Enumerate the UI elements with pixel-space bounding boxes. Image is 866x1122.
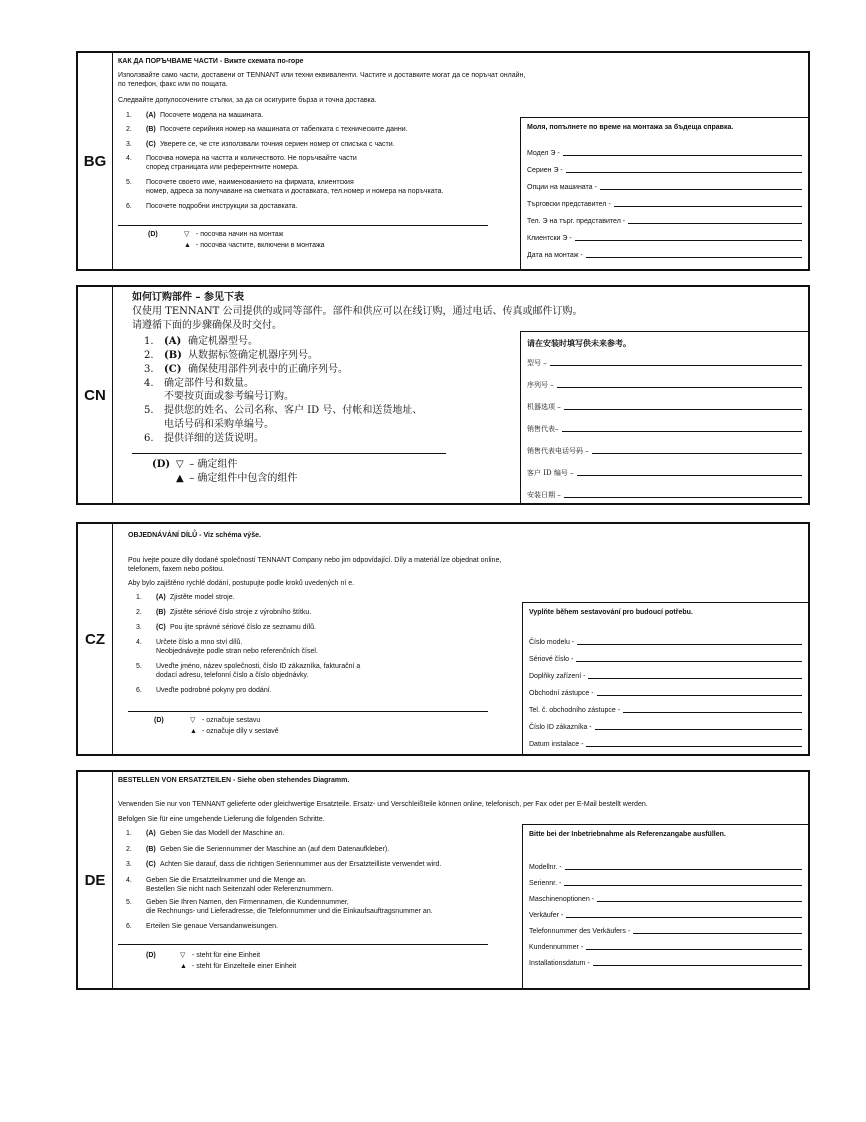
step-number: 1.: [126, 830, 132, 837]
step-tag: (A): [164, 336, 182, 347]
step-text: Уверете се, че сте използвали точния сериен номер от списъка с части.: [160, 141, 395, 148]
field-line[interactable]: [597, 695, 802, 696]
field-label: Kundennummer -: [529, 944, 584, 951]
field-line[interactable]: [564, 497, 802, 498]
reference-field: [527, 247, 802, 259]
reference-field: [527, 213, 802, 225]
reference-title: Vyplňte během sestavování pro budoucí potřebu.: [529, 609, 693, 616]
step-number: 5.: [136, 663, 142, 670]
field-label: 销售代表–: [527, 425, 559, 433]
filled-triangle-icon: ▲: [180, 963, 187, 970]
field-line[interactable]: [566, 917, 802, 918]
step-text: Посочете подробни инструкции за доставката.: [146, 203, 298, 210]
step-number: 4.: [126, 155, 132, 162]
legend-d: (D): [148, 231, 158, 238]
step-text: 电话号码和采购单编号。: [164, 419, 274, 430]
step-text: Achten Sie darauf, dass die richtigen Seriennummer aus der Ersatzteilliste verwendet wird.: [160, 861, 442, 868]
reference-field: [527, 443, 802, 455]
field-label: Опции на машината -: [527, 184, 597, 191]
field-label: 销售代表电话号码 –: [527, 447, 589, 455]
reference-panel: [520, 117, 808, 269]
legend-item: ▽ - посочва начин на монтаж: [184, 231, 284, 238]
field-label: Сериен Э -: [527, 167, 563, 174]
step-number: 6.: [126, 923, 132, 930]
step-tag: (A): [146, 830, 156, 837]
field-label: 安装日期 –: [527, 491, 561, 499]
section-cn: [76, 285, 810, 505]
field-line[interactable]: [575, 240, 802, 241]
field-label: Клиентски Э -: [527, 235, 572, 242]
reference-field: [527, 196, 802, 208]
legend-item: ▲ - označuje díly v sestavě: [190, 728, 279, 735]
step-text: 确保使用部件列表中的正确序列号。: [188, 364, 348, 375]
field-label: Seriennr. -: [529, 880, 562, 887]
field-line[interactable]: [600, 189, 802, 190]
step-number: 2.: [126, 846, 132, 853]
legend-item: ▽ - označuje sestavu: [190, 717, 261, 724]
legend-item: ▲ - steht für Einzelteile einer Einheit: [180, 963, 297, 970]
step-text: die Rechnungs- und Lieferadresse, die Telefonnummer und die Einkaufsauftragsnummer an.: [146, 908, 433, 915]
field-line[interactable]: [593, 965, 802, 966]
legend-item: ▽ – 确定组件: [176, 459, 238, 470]
reference-title: Моля, попълнете по време на монтажа за бъдеща справка.: [527, 124, 734, 131]
intro-line: по телефон, факс или по пощата.: [118, 81, 228, 88]
section-title: 如何订购部件 – 参见下表: [132, 292, 244, 303]
section-title: BESTELLEN VON ERSATZTEILEN - Siehe oben stehendes Diagramm.: [118, 777, 350, 784]
section-de: [76, 770, 810, 990]
reference-field: [529, 702, 802, 714]
language-code: BG: [78, 53, 113, 269]
field-line[interactable]: [577, 644, 802, 645]
filled-triangle-icon: ▲: [190, 728, 197, 735]
section-title: OBJEDNÁVÁNÍ DÍLŮ - Viz schéma výše.: [128, 532, 261, 539]
step-tag: (C): [156, 624, 166, 631]
step-tag: (A): [156, 594, 166, 601]
field-label: Obchodní zástupce -: [529, 690, 594, 697]
field-label: Tel. č. obchodního zástupce -: [529, 707, 621, 714]
field-line[interactable]: [576, 661, 802, 662]
reference-field: [527, 465, 802, 477]
step-number: 3.: [126, 861, 132, 868]
field-line[interactable]: [550, 365, 802, 366]
intro-line: Следвайте допулосочените стъпки, за да си осигурите бърза и точна доставка.: [118, 97, 377, 104]
step-text: Uveďte jméno, název společnosti, číslo ID zákazníka, fakturační a: [156, 663, 361, 670]
field-line[interactable]: [586, 949, 802, 950]
step-number: 6.: [136, 687, 142, 694]
step-number: 2.: [136, 609, 142, 616]
intro-line: 请遵循下面的步骤确保及时交付。: [132, 320, 282, 331]
open-triangle-icon: ▽: [176, 459, 184, 470]
reference-field: [529, 668, 802, 680]
step-number: 3.: [126, 141, 132, 148]
field-label: Търговски представител -: [527, 201, 611, 208]
step-tag: (C): [164, 364, 182, 375]
step-number: 3.: [136, 624, 142, 631]
intro-line: Pou ívejte pouze díly dodané společností TENNANT Company nebo jim odpovídající. Díly a materiál lze objednat online,: [128, 557, 502, 564]
step-tag: (B): [156, 609, 166, 616]
section-cz: [76, 522, 810, 756]
step-number: 1.: [126, 112, 132, 119]
reference-field: [529, 651, 802, 663]
open-triangle-icon: ▽: [180, 952, 186, 959]
field-line[interactable]: [595, 729, 802, 730]
field-label: 型号 –: [527, 359, 547, 367]
step-number: 5.: [126, 899, 132, 906]
intro-line: Използвайте само части, доставени от TENNANT или техни еквиваленти. Частите и доставките могат да се поръчат онлайн,: [118, 72, 526, 79]
field-line[interactable]: [633, 933, 802, 934]
step-number: 2.: [144, 350, 154, 361]
divider: [118, 944, 488, 945]
section-bg: [76, 51, 810, 271]
field-line[interactable]: [566, 172, 802, 173]
divider: [118, 225, 488, 226]
field-label: Doplňky zařízení -: [529, 673, 586, 680]
reference-field: [527, 162, 802, 174]
language-code: CZ: [78, 524, 113, 754]
step-number: 4.: [136, 639, 142, 646]
step-number: 1.: [136, 594, 142, 601]
step-text: Uveďte podrobné pokyny pro dodání.: [156, 687, 272, 694]
step-number: 6.: [126, 203, 132, 210]
reference-field: [529, 859, 802, 871]
reference-field: [529, 955, 802, 967]
step-text: според страницата или референтните номера.: [146, 164, 299, 171]
field-label: 序列号 –: [527, 381, 554, 389]
field-label: 机器选项 –: [527, 403, 561, 411]
step-text: Посочете модела на машината.: [160, 112, 264, 119]
step-text: 不要按页面或参考编号订购。: [164, 391, 294, 402]
field-line[interactable]: [586, 746, 802, 747]
reference-field: [527, 421, 802, 433]
reference-title: Bitte bei der Inbetriebnahme als Referenzangabe ausfüllen.: [529, 831, 726, 838]
field-line[interactable]: [623, 712, 802, 713]
step-text: номер, адреса за получаване на сметката и доставката, тел.номер и номера на поръчката.: [146, 188, 444, 195]
field-label: Číslo ID zákazníka -: [529, 724, 592, 731]
step-text: Neobjednávejte podle stran nebo referenčních čísel.: [156, 648, 318, 655]
step-text: dodací adresu, telefonní číslo a číslo objednávky.: [156, 672, 309, 679]
language-code: DE: [78, 772, 113, 988]
intro-line: telefonem, faxem nebo poštou.: [128, 566, 225, 573]
step-text: Geben Sie das Modell der Maschine an.: [160, 830, 285, 837]
field-label: Číslo modelu -: [529, 639, 575, 646]
reference-panel: [522, 824, 808, 988]
field-line[interactable]: [592, 453, 802, 454]
step-text: Zjistěte sériové číslo stroje z výrobního štítku.: [170, 609, 312, 616]
field-label: 客户 ID 编号 –: [527, 469, 574, 477]
legend-d: (D): [152, 459, 171, 470]
reference-field: [527, 145, 802, 157]
field-label: Maschinenoptionen -: [529, 896, 594, 903]
step-tag: (B): [164, 350, 182, 361]
field-line[interactable]: [586, 257, 802, 258]
reference-field: [527, 399, 802, 411]
field-label: Modellnr. -: [529, 864, 562, 871]
field-line[interactable]: [597, 901, 802, 902]
field-line[interactable]: [564, 885, 802, 886]
step-text: Zjistěte model stroje.: [170, 594, 235, 601]
step-number: 6.: [144, 433, 154, 444]
reference-panel: [520, 331, 808, 503]
field-line[interactable]: [577, 475, 802, 476]
legend-item: ▲ - посочва частите, включени в монтажа: [184, 242, 325, 249]
step-text: Bestellen Sie nicht nach Seitenzahl oder Referenznummern.: [146, 886, 334, 893]
step-text: Erteilen Sie genaue Versandanweisungen.: [146, 923, 278, 930]
reference-field: [527, 377, 802, 389]
reference-field: [527, 355, 802, 367]
intro-line: Aby bylo zajištěno rychlé dodání, postupujte podle kroků uvedených ní e.: [128, 580, 355, 587]
field-label: Verkäufer -: [529, 912, 564, 919]
language-code: CN: [78, 287, 113, 503]
step-text: Посочете своето име, наименованието на фирмата, клиентския: [146, 179, 354, 186]
step-text: Určete číslo a mno ství dílů.: [156, 639, 243, 646]
intro-line: 仅使用 TENNANT 公司提供的或同等部件。部件和供应可以在线订购，通过电话、传真或邮件订购。: [132, 306, 583, 317]
field-line[interactable]: [628, 223, 802, 224]
reference-field: [529, 719, 802, 731]
legend-item: ▽ - steht für eine Einheit: [180, 952, 261, 959]
field-label: Модел Э -: [527, 150, 560, 157]
step-tag: (B): [146, 126, 156, 133]
step-number: 1.: [144, 336, 154, 347]
divider: [128, 711, 488, 712]
step-number: 4.: [126, 877, 132, 884]
step-tag: (C): [146, 141, 156, 148]
reference-field: [527, 179, 802, 191]
reference-field: [529, 891, 802, 903]
field-label: Datum instalace -: [529, 741, 584, 748]
legend-item: ▲ – 确定组件中包含的组件: [176, 473, 298, 484]
field-line[interactable]: [565, 869, 802, 870]
step-text: Geben Sie die Seriennummer der Maschine an (auf dem Datenaufkleber).: [160, 846, 390, 853]
step-text: 确定部件号和数量。: [164, 378, 254, 389]
field-line[interactable]: [563, 155, 802, 156]
step-text: Geben Sie die Ersatzteilnummer und die Menge an.: [146, 877, 307, 884]
divider: [132, 453, 446, 454]
step-text: 确定机器型号。: [188, 336, 258, 347]
step-tag: (B): [146, 846, 156, 853]
filled-triangle-icon: ▲: [176, 473, 184, 484]
reference-panel: [522, 602, 808, 754]
step-text: 提供您的姓名、公司名称、客户 ID 号、付帐和送货地址、: [164, 405, 423, 416]
step-tag: (C): [146, 861, 156, 868]
field-label: Telefonnummer des Verkäufers -: [529, 928, 631, 935]
intro-line: Verwenden Sie nur von TENNANT gelieferte oder gleichwertige Ersatzteile. Ersatz- und Verschleißteile können online, telefonisch, per Fax oder per E-Mail bestellt werden.: [118, 801, 648, 808]
intro-line: Befolgen Sie für eine umgehende Lieferung die folgenden Schritte.: [118, 816, 325, 823]
step-number: 4.: [144, 378, 154, 389]
open-triangle-icon: ▽: [184, 231, 190, 238]
step-number: 2.: [126, 126, 132, 133]
field-line[interactable]: [588, 678, 802, 679]
reference-field: [529, 923, 802, 935]
step-text: Pou ijte správné sériové číslo ze seznamu dílů.: [170, 624, 316, 631]
step-text: Посочва номера на частта и количеството. Не поръчвайте части: [146, 155, 357, 162]
field-line[interactable]: [557, 387, 802, 388]
field-label: Sériové číslo -: [529, 656, 574, 663]
step-text: Geben Sie Ihren Namen, den Firmennamen, die Kundennummer,: [146, 899, 349, 906]
filled-triangle-icon: ▲: [184, 242, 191, 249]
field-line[interactable]: [614, 206, 802, 207]
legend-d: (D): [146, 952, 156, 959]
reference-field: [529, 634, 802, 646]
field-label: Тел. Э на търг. представител -: [527, 218, 626, 225]
field-label: Installationsdatum -: [529, 960, 590, 967]
step-text: 提供详细的送货说明。: [164, 433, 264, 444]
step-number: 5.: [144, 405, 154, 416]
step-number: 3.: [144, 364, 154, 375]
section-title: КАК ДА ПОРЪЧВАМЕ ЧАСТИ - Вижте схемата по-горе: [118, 58, 304, 65]
open-triangle-icon: ▽: [190, 717, 196, 724]
field-label: Дата на монтаж -: [527, 252, 583, 259]
reference-field: [529, 875, 802, 887]
reference-field: [529, 907, 802, 919]
step-tag: (A): [146, 112, 156, 119]
field-line[interactable]: [562, 431, 803, 432]
field-line[interactable]: [564, 409, 802, 410]
reference-field: [529, 685, 802, 697]
legend-d: (D): [154, 717, 164, 724]
step-text: 从数据标签确定机器序列号。: [188, 350, 318, 361]
step-text: Посочете серийния номер на машината от табелката с техническите данни.: [160, 126, 408, 133]
reference-title: 请在安装时填写供未来参考。: [527, 338, 631, 348]
reference-field: [529, 736, 802, 748]
reference-field: [527, 487, 802, 499]
step-number: 5.: [126, 179, 132, 186]
reference-field: [529, 939, 802, 951]
reference-field: [527, 230, 802, 242]
